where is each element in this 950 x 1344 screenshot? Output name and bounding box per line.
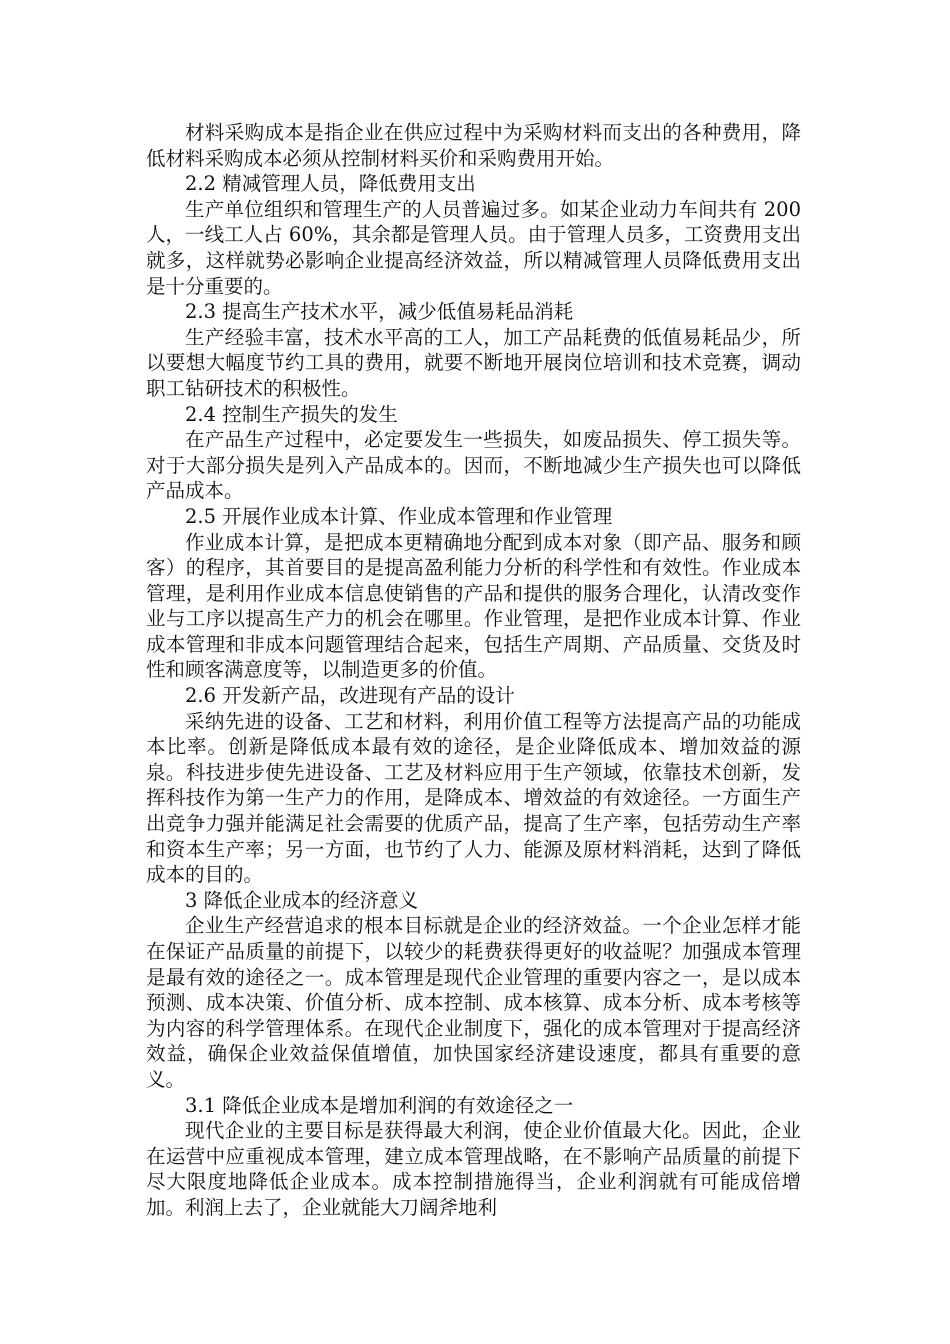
section-heading-2-4: 2.4 控制生产损失的发生 <box>185 402 398 426</box>
paragraph-profit-increase: 现代企业的主要目标是获得最大利润，使企业价值最大化。因此，企业在运营中应重视成本管理，建立成本管理战略，在不影响产品质量的前提下尽大限度地降低企业成本。成本控制措施得当，企业利润就有可能成倍增加。利润上去了，企业就能大刀阔斧地利 <box>146 1119 801 1219</box>
paragraph-new-products: 采纳先进的设备、工艺和材料，利用价值工程等方法提高产品的功能成本比率。创新是降低成本最有效的途径，是企业降低成本、增加效益的源泉。科技进步使先进设备、工艺及材料应用于生产领域，依靠技术创新，发挥科技作为第一生产力的作用，是降成本、增效益的有效途径。一方面生产出竞争力强并能满足社会需要的优质产品，提高了生产率，包括劳动生产率和资本生产率；另一方面，也节约了人力、能源及原材料消耗，达到了降低成本的目的。 <box>146 709 801 887</box>
document-body <box>146 120 801 1221</box>
paragraph-activity-based-costing: 作业成本计算，是把成本更精确地分配到成本对象（即产品、服务和顾客）的程序，其首要目的是提高盈利能力分析的科学性和有效性。作业成本管理，是利用作业成本信息使销售的产品和提供的服务合理化，认清改变作业与工序以提高生产力的机会在哪里。作业管理，是把作业成本计算、作业成本管理和非成本问题管理结合起来，包括生产周期、产品质量、交货及时性和顾客满意度等，以制造更多的价值。 <box>146 530 801 682</box>
paragraph-reduce-management-staff: 生产单位组织和管理生产的人员普遍过多。如某企业动力车间共有 200 人，一线工人占 60%，其余都是管理人员。由于管理人员多，工资费用支出就多，这样就势必影响企业提高经济效益，所以精减管理人员降低费用支出是十分重要的。 <box>146 197 801 298</box>
paragraph-production-losses: 在产品生产过程中，必定要发生一些损失，如废品损失、停工损失等。对于大部分损失是列入产品成本的。因而，不断地减少生产损失也可以降低产品成本。 <box>146 428 801 503</box>
section-heading-3-1: 3.1 降低企业成本是增加利润的有效途径之一 <box>185 1093 574 1117</box>
section-heading-2-3: 2.3 提高生产技术水平，减少低值易耗品消耗 <box>185 300 574 324</box>
section-heading-3: 3 降低企业成本的经济意义 <box>185 888 419 912</box>
paragraph-technical-level: 生产经验丰富，技术水平高的工人，加工产品耗费的低值易耗品少，所以要想大幅度节约工具的费用，就要不断地开展岗位培训和技术竞赛，调动职工钻研技术的积极性。 <box>146 325 801 400</box>
section-heading-2-5: 2.5 开展作业成本计算、作业成本管理和作业管理 <box>185 504 613 528</box>
paragraph-material-purchase-cost: 材料采购成本是指企业在供应过程中为采购材料而支出的各种费用，降低材料采购成本必须从控制材料买价和采购费用开始。 <box>146 121 801 170</box>
section-heading-2-2: 2.2 精减管理人员，降低费用支出 <box>185 172 476 196</box>
paragraph-economic-significance: 企业生产经营追求的根本目标就是企业的经济效益。一个企业怎样才能在保证产品质量的前提下，以较少的耗费获得更好的收益呢？加强成本管理是最有效的途径之一。成本管理是现代企业管理的重要内容之一，是以成本预测、成本决策、价值分析、成本控制、成本核算、成本分析、成本考核等为内容的科学管理体系。在现代企业制度下，强化的成本管理对于提高经济效益，确保企业效益保值增值，加快国家经济建设速度，都具有重要的意义。 <box>146 914 801 1091</box>
section-heading-2-6: 2.6 开发新产品，改进现有产品的设计 <box>185 684 515 708</box>
